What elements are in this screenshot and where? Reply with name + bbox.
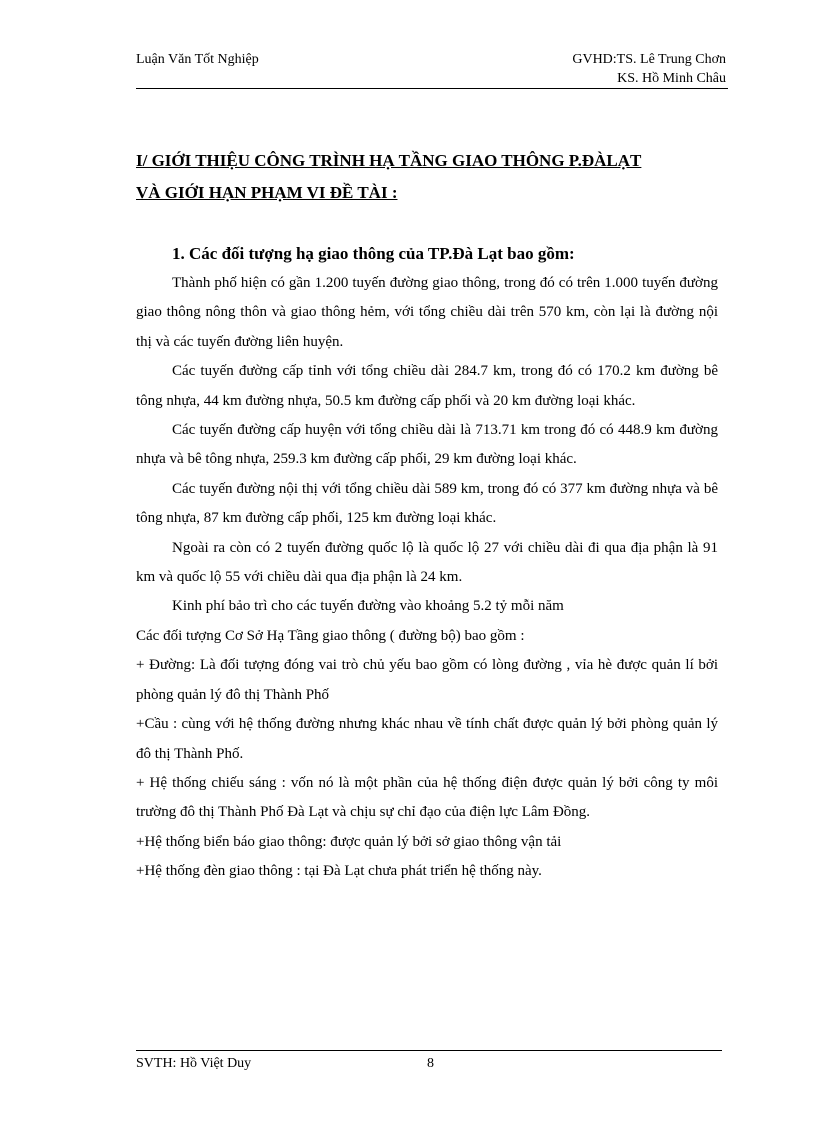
header-advisors (572, 50, 726, 88)
document-body (136, 239, 718, 887)
list-item: +Cầu : cùng với hệ thống đường nhưng khác nhau về tính chất được quản lý bởi phòng quản lý đô thị Thành Phố. (136, 716, 718, 762)
header-advisor-2: KS. Hồ Minh Châu (617, 71, 726, 86)
page-footer (136, 1050, 722, 1079)
chapter-title-line-1: I/ GIỚI THIỆU CÔNG TRÌNH HẠ TẦNG GIAO THÔNG P.ĐÀLẠT (136, 151, 642, 170)
page-number: 8 (427, 1056, 434, 1071)
list-item: +Hệ thống biển báo giao thông: được quản lý bởi sở giao thông vận tải (136, 833, 562, 850)
paragraph: Các tuyến đường cấp huyện với tổng chiều dài là 713.71 km trong đó có 448.9 km đường nhựa và bê tông nhựa, 259.3 km đường cấp phối, 29 km đường loại khác. (136, 422, 718, 468)
list-item: + Hệ thống chiếu sáng : vốn nó là một phần của hệ thống điện được quản lý bởi công ty môi trường đô thị Thành Phố Đà Lạt và chịu sự chỉ đạo của điện lực Lâm Đồng. (136, 774, 718, 821)
list-intro: Các đối tượng Cơ Sở Hạ Tầng giao thông ( đường bộ) bao gồm : (136, 627, 525, 644)
list-item: +Hệ thống đèn giao thông : tại Đà Lạt chưa phát triển hệ thống này. (136, 863, 542, 880)
paragraph: Thành phố hiện có gần 1.200 tuyến đường giao thông, trong đó có trên 1.000 tuyến đường giao thông nông thôn và giao thông hẻm, với tổng chiều dài trên 570 km, còn lại là đường nội thị và các tuyến đường liên huyện. (136, 275, 718, 350)
page-header (136, 48, 728, 89)
list-item: + Đường: Là đối tượng đóng vai trò chủ yếu bao gồm có lòng đường , vỉa hè được quản lí bởi phòng quản lý đô thị Thành Phố (136, 657, 718, 703)
footer-author: SVTH: Hồ Việt Duy (136, 1056, 252, 1071)
paragraph: Ngoài ra còn có 2 tuyến đường quốc lộ là quốc lộ 27 với chiều dài đi qua địa phận là 91 km và quốc lộ 55 với chiều dài qua địa phận là 24 km. (136, 539, 718, 586)
chapter-title (136, 145, 736, 209)
chapter-title-line-2: VÀ GIỚI HẠN PHẠM VI ĐỀ TÀI : (136, 183, 398, 202)
paragraph: Kinh phí bảo trì cho các tuyến đường vào khoảng 5.2 tỷ mỗi năm (172, 598, 564, 615)
paragraph: Các tuyến đường nội thị với tổng chiều dài 589 km, trong đó có 377 km đường nhựa và bê tông nhựa, 87 km đường cấp phối, 125 km đường loại khác. (136, 480, 718, 527)
header-thesis-label: Luận Văn Tốt Nghiệp (136, 52, 259, 67)
paragraph: Các tuyến đường cấp tỉnh với tổng chiều dài 284.7 km, trong đó có 170.2 km đường bê tông nhựa, 44 km đường nhựa, 50.5 km đường cấp phối và 20 km đường loại khác. (136, 363, 718, 409)
header-advisor-1: GVHD:TS. Lê Trung Chơn (572, 52, 726, 67)
section-heading: 1. Các đối tượng hạ giao thông của TP.Đà Lạt bao gồm: (172, 244, 575, 263)
